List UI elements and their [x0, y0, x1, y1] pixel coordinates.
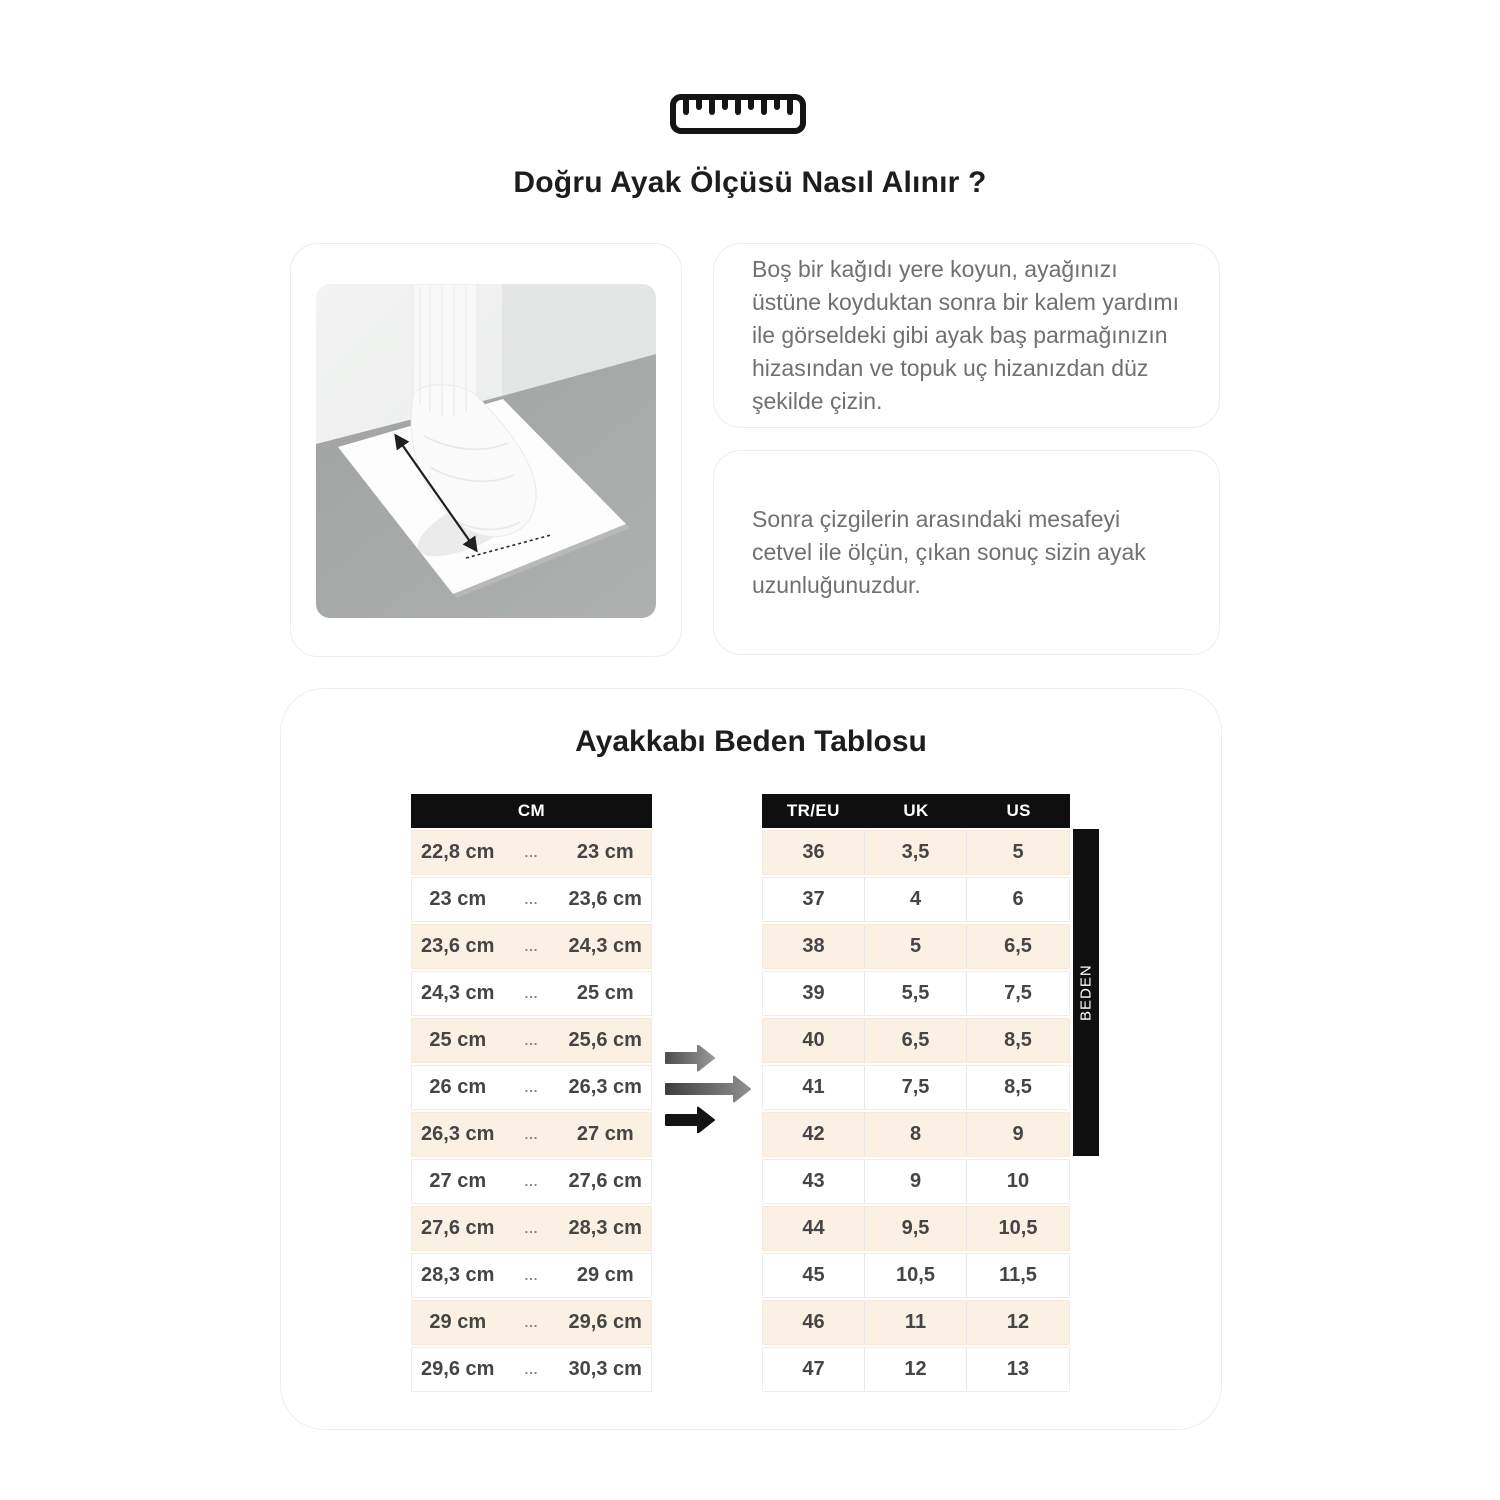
cm-from-value: 22,8 cm	[421, 841, 495, 863]
cm-to-value: 27,6 cm	[568, 1170, 642, 1192]
cm-table-row	[411, 1206, 652, 1251]
treu-value: 47	[763, 1348, 865, 1391]
us-value: 10,5	[998, 1217, 1038, 1239]
size-table-row	[762, 971, 1070, 1016]
cm-to-value: 23,6 cm	[568, 888, 642, 910]
treu-value: 39	[763, 972, 865, 1015]
range-dots: ...	[524, 1174, 539, 1189]
cm-from-value: 27,6 cm	[421, 1217, 495, 1239]
size-chart-card	[280, 688, 1222, 1430]
cm-table-row	[411, 1347, 652, 1392]
range-dots: ...	[524, 892, 539, 907]
measurement-photo-card	[290, 243, 682, 657]
range-dots: ...	[524, 1221, 539, 1236]
treu-value: 44	[763, 1207, 865, 1250]
cm-table-row	[411, 830, 652, 875]
us-value: 11,5	[999, 1264, 1037, 1286]
uk-value: 9,5	[865, 1207, 967, 1250]
treu-value: 45	[763, 1254, 865, 1297]
us-value: 8,5	[1004, 1076, 1032, 1098]
cm-table-row	[411, 1159, 652, 1204]
treu-value: 46	[763, 1301, 865, 1344]
uk-value: 5	[865, 925, 967, 968]
cm-to-value: 25,6 cm	[568, 1029, 642, 1051]
cm-from-value: 29 cm	[429, 1311, 487, 1333]
range-dots: ...	[524, 986, 539, 1001]
size-table	[762, 794, 1095, 1392]
treu-value: 40	[763, 1019, 865, 1062]
size-table-header-treu: TR/EU	[786, 801, 840, 820]
cm-table-row	[411, 971, 652, 1016]
size-table-row	[762, 1112, 1070, 1157]
cm-from-value: 26 cm	[429, 1076, 487, 1098]
size-table-row	[762, 1159, 1070, 1204]
size-table-row	[762, 877, 1070, 922]
cm-to-value: 29 cm	[576, 1264, 634, 1286]
cm-table-row	[411, 924, 652, 969]
us-value: 6	[1012, 888, 1024, 910]
range-dots: ...	[524, 845, 539, 860]
cm-table-row	[411, 1253, 652, 1298]
cm-to-value: 26,3 cm	[568, 1076, 642, 1098]
cm-from-value: 27 cm	[429, 1170, 487, 1192]
treu-value: 38	[763, 925, 865, 968]
treu-value: 42	[763, 1113, 865, 1156]
cm-from-value: 28,3 cm	[421, 1264, 495, 1286]
conversion-arrows-icon	[664, 1045, 752, 1133]
instruction-step-1-text: Boş bir kağıdı yere koyun, ayağınızı üstüne koyduktan sonra bir kalem yardımı ile görseldeki gibi ayak baş parmağınızın hizasından ve topuk uç hizanızdan düz şekilde çizin.	[752, 256, 1179, 414]
beden-side-label: BEDEN	[1073, 829, 1099, 1156]
us-value: 12	[1006, 1311, 1030, 1333]
size-table-row	[762, 1347, 1070, 1392]
size-table-row	[762, 830, 1070, 875]
cm-from-value: 26,3 cm	[421, 1123, 495, 1145]
cm-from-value: 23 cm	[429, 888, 487, 910]
range-dots: ...	[524, 939, 539, 954]
size-table-row	[762, 1018, 1070, 1063]
cm-to-value: 24,3 cm	[568, 935, 642, 957]
us-value: 9	[1012, 1123, 1024, 1145]
us-value: 7,5	[1004, 982, 1032, 1004]
cm-to-value: 25 cm	[576, 982, 634, 1004]
cm-to-value: 28,3 cm	[568, 1217, 642, 1239]
treu-value: 41	[763, 1066, 865, 1109]
cm-from-value: 25 cm	[429, 1029, 487, 1051]
instruction-step-2-text: Sonra çizgilerin arasındaki mesafeyi cetvel ile ölçün, çıkan sonuç sizin ayak uzunluğunuzdur.	[752, 506, 1146, 598]
us-value: 13	[1006, 1358, 1030, 1380]
uk-value: 9	[865, 1160, 967, 1203]
range-dots: ...	[524, 1080, 539, 1095]
cm-to-value: 30,3 cm	[568, 1358, 642, 1380]
uk-value: 6,5	[865, 1019, 967, 1062]
uk-value: 8	[865, 1113, 967, 1156]
cm-to-value: 29,6 cm	[568, 1311, 642, 1333]
size-table-header-uk: UK	[903, 801, 929, 820]
treu-value: 36	[763, 831, 865, 874]
range-dots: ...	[524, 1315, 539, 1330]
size-table-row	[762, 1206, 1070, 1251]
treu-value: 43	[763, 1160, 865, 1203]
us-value: 10	[1006, 1170, 1030, 1192]
cm-table-row	[411, 1065, 652, 1110]
page-title: Doğru Ayak Ölçüsü Nasıl Alınır ?	[513, 166, 987, 199]
treu-value: 37	[763, 878, 865, 921]
foot-measurement-photo	[316, 284, 656, 618]
cm-table-row	[411, 1112, 652, 1157]
cm-table-header: CM	[411, 794, 652, 828]
size-table-row	[762, 924, 1070, 969]
uk-value: 7,5	[865, 1066, 967, 1109]
range-dots: ...	[524, 1362, 539, 1377]
uk-value: 10,5	[865, 1254, 967, 1297]
range-dots: ...	[524, 1127, 539, 1142]
cm-table-body	[411, 830, 652, 1392]
uk-value: 5,5	[865, 972, 967, 1015]
size-table-row	[762, 1065, 1070, 1110]
size-table-row	[762, 1253, 1070, 1298]
uk-value: 4	[865, 878, 967, 921]
uk-value: 3,5	[865, 831, 967, 874]
ruler-icon	[670, 94, 806, 134]
us-value: 6,5	[1004, 935, 1032, 957]
uk-value: 12	[865, 1348, 967, 1391]
size-table-header	[762, 794, 1070, 828]
uk-value: 11	[865, 1301, 967, 1344]
us-value: 8,5	[1004, 1029, 1032, 1051]
cm-from-value: 24,3 cm	[421, 982, 495, 1004]
cm-table-row	[411, 1300, 652, 1345]
size-table-body	[762, 830, 1070, 1392]
us-value: 5	[1012, 841, 1024, 863]
range-dots: ...	[524, 1033, 539, 1048]
cm-table-row	[411, 1018, 652, 1063]
cm-to-value: 23 cm	[576, 841, 634, 863]
instruction-step-1	[713, 243, 1220, 428]
size-table-row	[762, 1300, 1070, 1345]
size-chart-title: Ayakkabı Beden Tablosu	[575, 725, 927, 758]
cm-table-row	[411, 877, 652, 922]
cm-from-value: 29,6 cm	[421, 1358, 495, 1380]
cm-to-value: 27 cm	[576, 1123, 634, 1145]
range-dots: ...	[524, 1268, 539, 1283]
size-table-header-us: US	[1006, 801, 1031, 820]
cm-table	[411, 794, 652, 1392]
cm-from-value: 23,6 cm	[421, 935, 495, 957]
instruction-step-2	[713, 450, 1220, 655]
